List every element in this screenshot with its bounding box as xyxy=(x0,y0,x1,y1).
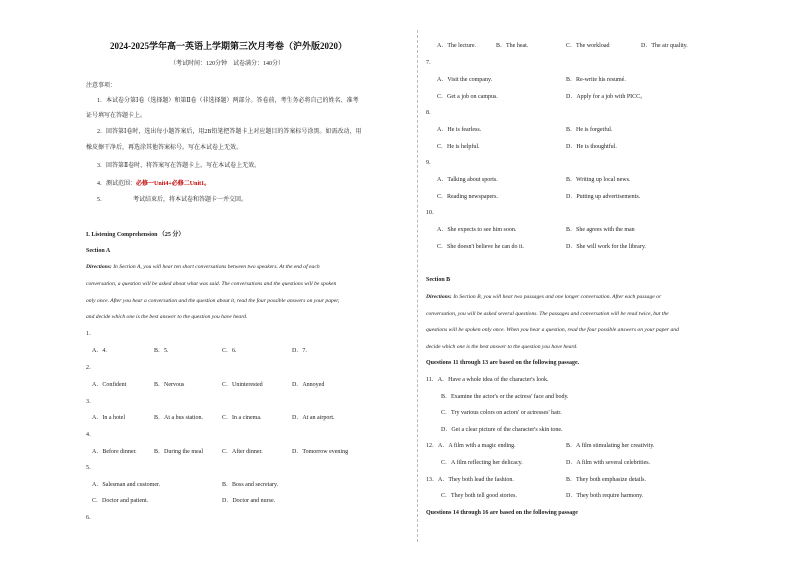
question-9-option-c: C．Reading newspapers. xyxy=(437,194,498,200)
question-13-option-c: C．They both tell good stories. xyxy=(441,493,517,499)
question-11-option-b: B．Examine the actor's or the actress' face and body. xyxy=(441,394,569,400)
question-group-14-16: Questions 14 through 16 are based on the following passage xyxy=(426,510,578,516)
section-a-directions-line-2: conversation, a question will be asked about what was said. The conversations and the questions will be spoken xyxy=(86,281,337,287)
section-b-directions-line-1: Directions: In Section B, you will hear two passages and one longer conversation. After each passage or xyxy=(426,294,662,300)
section-a-directions-line-4: and decide which one is the best answer to the question you have heard. xyxy=(86,314,248,320)
question-5-option-a: A．Salesman and customer. xyxy=(92,482,161,488)
column-divider xyxy=(417,30,418,542)
question-13-number: 13． xyxy=(426,477,439,483)
question-6-option-c: C．The workload xyxy=(566,43,610,49)
note-4-prefix: 4．测试范围： xyxy=(97,181,137,187)
question-13-option-d: D．They both require harmony. xyxy=(566,493,644,499)
question-5-number: 5． xyxy=(86,465,96,471)
question-10-option-b: B．She agrees with the man xyxy=(566,227,635,233)
section-a-directions-line-3: only once. After you hear a conversation and the question about it, read the four possible answers on your paper, xyxy=(86,298,340,304)
question-13-option-b: B．They both emphasize details. xyxy=(566,477,646,483)
section-b-directions-label: Directions: xyxy=(426,294,452,300)
question-9-option-a: A．Talking about sports. xyxy=(437,177,498,183)
question-2-option-d: D．Annoyed xyxy=(292,382,325,388)
question-8-option-d: D．He is thoughtful. xyxy=(566,144,617,150)
section-b-heading: Section B xyxy=(426,277,451,283)
question-5-option-d: D．Doctor and nurse. xyxy=(222,498,276,504)
question-4-option-d: D．Tomorrow evening xyxy=(292,449,349,455)
question-10-option-d: D．She will work for the library. xyxy=(566,244,646,250)
question-4-number: 4． xyxy=(86,432,96,438)
question-9-option-d: D．Putting up advertisements. xyxy=(566,194,641,200)
question-4-option-a: A．Before dinner. xyxy=(92,449,137,455)
note-1-line-1: 1．本试卷分第Ⅰ卷（选择题）和第Ⅱ卷（非选择题）两部分。答卷前，考生务必将自己的姓名、准考 xyxy=(97,98,359,104)
question-1-number: 1． xyxy=(86,331,96,337)
section-b-directions-line-2: conversation, you will be asked several questions. The passages and conversation will be read twice, but the xyxy=(426,311,669,317)
exam-subtitle: （考试时间：120分钟 试卷满分：140分） xyxy=(170,61,285,67)
question-3-number: 3． xyxy=(86,399,96,405)
question-10-option-a: A．She expects to see him soon. xyxy=(437,227,517,233)
note-4-scope: 必修一Unit4+必修二Unit1。 xyxy=(136,181,211,187)
question-11-option-a: 11．A．Have a whole idea of the character's look. xyxy=(426,377,549,383)
question-9-number: 9． xyxy=(426,160,436,166)
section-b-directions-line-3: questions will be spoken only once. When you hear a question, read the four possible answers on your paper and xyxy=(426,327,679,333)
question-4-option-b: B．During the meal xyxy=(154,449,203,455)
question-9-option-b: B．Writing up local news. xyxy=(566,177,631,183)
question-12-option-b: B．A film stimulating her creativity. xyxy=(566,443,655,449)
question-7-option-a: A．Visit the company. xyxy=(437,77,493,83)
question-12-option-a: 12．A．A film with a magic ending. xyxy=(426,443,516,449)
question-12-option-d: D．A film with several celebrities. xyxy=(566,460,651,466)
question-6-option-b: B．The heat. xyxy=(496,43,529,49)
question-3-option-a: A．In a hotel xyxy=(92,415,125,421)
section-a-heading: Section A xyxy=(86,248,111,254)
question-4-option-c: C．After dinner. xyxy=(222,449,263,455)
question-6-number: 6． xyxy=(86,515,96,521)
part1-heading: I. Listening Comprehension （25 分） xyxy=(86,232,185,238)
question-group-11-13: Questions 11 through 13 are based on the following passage. xyxy=(426,360,580,366)
question-11-option-c: C．Try various colors on actors' or actresses' hair. xyxy=(441,410,562,416)
question-11-option-d: D．Get a clear picture of the character's skin tone. xyxy=(441,427,563,433)
question-1-option-c: C．6. xyxy=(222,348,237,354)
question-3-option-b: B．At a bus station. xyxy=(154,415,203,421)
question-2-option-b: B．Nervous xyxy=(154,382,185,388)
question-10-number: 10． xyxy=(426,210,439,216)
question-1-option-d: D．7. xyxy=(292,348,307,354)
question-7-option-c: C．Get a job on campus. xyxy=(437,94,498,100)
note-4 xyxy=(97,180,210,188)
question-2-number: 2． xyxy=(86,365,96,371)
question-7-option-d: D．Apply for a job with PICC。 xyxy=(566,94,647,100)
question-8-number: 8． xyxy=(426,110,436,116)
section-a-directions-line-1: Directions: In Section A, you will hear ten short conversations between two speakers. At the end of each xyxy=(86,264,320,270)
question-8-option-a: A．He is fearless. xyxy=(437,127,482,133)
question-1-option-b: B．5. xyxy=(154,348,169,354)
note-2-line-2: 橡皮擦干净后，再选涂其他答案标号。写在本试卷上无效。 xyxy=(86,145,243,151)
question-5-option-b: B．Boss and secretary. xyxy=(222,482,279,488)
question-2-option-a: A．Confident xyxy=(92,382,127,388)
question-8-option-c: C．He is helpful. xyxy=(437,144,480,150)
note-5: 5． 考试结束后，将本试卷和答题卡一并交回。 xyxy=(97,197,248,203)
question-3-option-d: D．At an airport. xyxy=(292,415,335,421)
question-12-option-c: C．A film reflecting her delicacy. xyxy=(441,460,523,466)
note-2-line-1: 2．回答第Ⅰ卷时，选出每小题答案后，用2B铅笔把答题卡上对应题目的答案标号涂黑。如需改动，用 xyxy=(97,129,362,135)
question-10-option-c: C．She doesn't believe he can do it. xyxy=(437,244,524,250)
question-7-option-b: B．Re-write his resumé. xyxy=(566,77,626,83)
note-3: 3．回答第Ⅱ卷时，将答案写在答题卡上。写在本试卷上无效。 xyxy=(97,163,261,169)
question-12-number: 12． xyxy=(426,443,439,449)
question-11-number: 11． xyxy=(426,377,438,383)
note-1-line-2: 证号填写在答题卡上。 xyxy=(86,113,147,119)
question-6-option-a: A．The lecture. xyxy=(437,43,476,49)
question-7-number: 7． xyxy=(426,60,436,66)
question-13-option-a: 13．A．They both lead the fashion. xyxy=(426,477,514,483)
directions-label: Directions: xyxy=(86,264,112,270)
question-2-option-c: C．Uninterested xyxy=(222,382,263,388)
question-5-option-c: C．Doctor and patient. xyxy=(92,498,149,504)
question-8-option-b: B．He is forgetful. xyxy=(566,127,613,133)
question-6-option-d: D．The air quality. xyxy=(641,43,688,49)
notes-heading: 注意事项： xyxy=(86,83,117,89)
exam-title: 2024-2025学年高一英语上学期第三次月考卷（沪外版2020） xyxy=(110,41,347,51)
question-1-option-a: A．4. xyxy=(92,348,107,354)
section-b-directions-line-4: decide which one is the best answer to the question you have heard. xyxy=(426,344,578,350)
question-3-option-c: C．In a cinema. xyxy=(222,415,262,421)
